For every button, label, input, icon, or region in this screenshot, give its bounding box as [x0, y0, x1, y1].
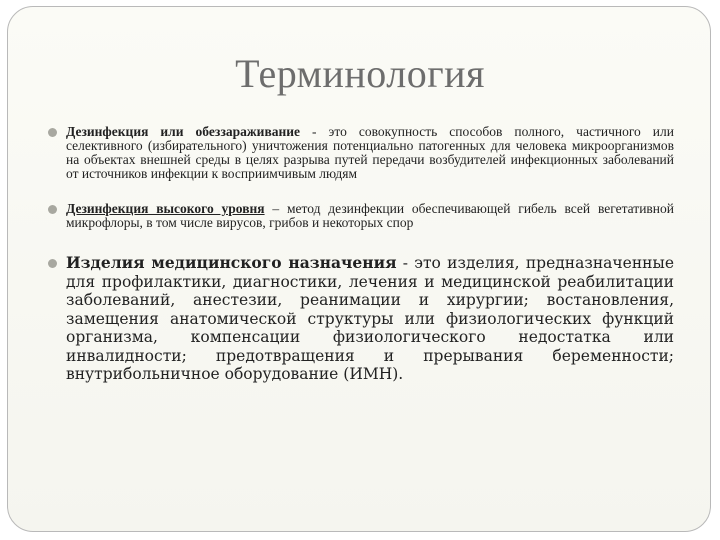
bullet-term: Дезинфекция или обеззараживание — [66, 124, 301, 139]
slide-title: Терминология — [235, 51, 485, 96]
bullet-term: Изделия медицинского назначения — [66, 253, 397, 272]
bullet-dot-icon — [48, 205, 57, 214]
bullet-item-high-level-disinfection — [48, 202, 674, 230]
bullet-dot-icon — [48, 128, 57, 137]
bullet-item-medical-devices — [48, 254, 674, 384]
bullet-list — [48, 125, 674, 384]
bullet-text: - это совокупность способов полного, частичного или селективного (избирательного) уничтожения потенциально патогенных для человека микроорганизмов на объектах внешней среды в целях разрыва путей передачи возбудителей инфекционных заболеваний от источников инфекции к восприимчивым людям — [66, 124, 674, 181]
bullet-text: - это изделия, предназначенные для профилактики, диагностики, лечения и медицинской реабилитации заболеваний, анестезии, реанимации и хирургии; востановления, замещения анатомической структуры или физиологических функций организма, компенсации физиологического недостатка или инвалидности; предотвращения и прерывания беременности; внутрибольничное оборудование (ИМН). — [66, 254, 674, 383]
bullet-text: – метод дезинфекции обеспечивающей гибель всей вегетативной микрофлоры, в том числе вирусов, грибов и некоторых спор — [66, 201, 674, 230]
bullet-item-disinfection — [48, 125, 674, 181]
bullet-dot-icon — [48, 259, 57, 268]
bullet-term: Дезинфекция высокого уровня — [66, 201, 265, 216]
